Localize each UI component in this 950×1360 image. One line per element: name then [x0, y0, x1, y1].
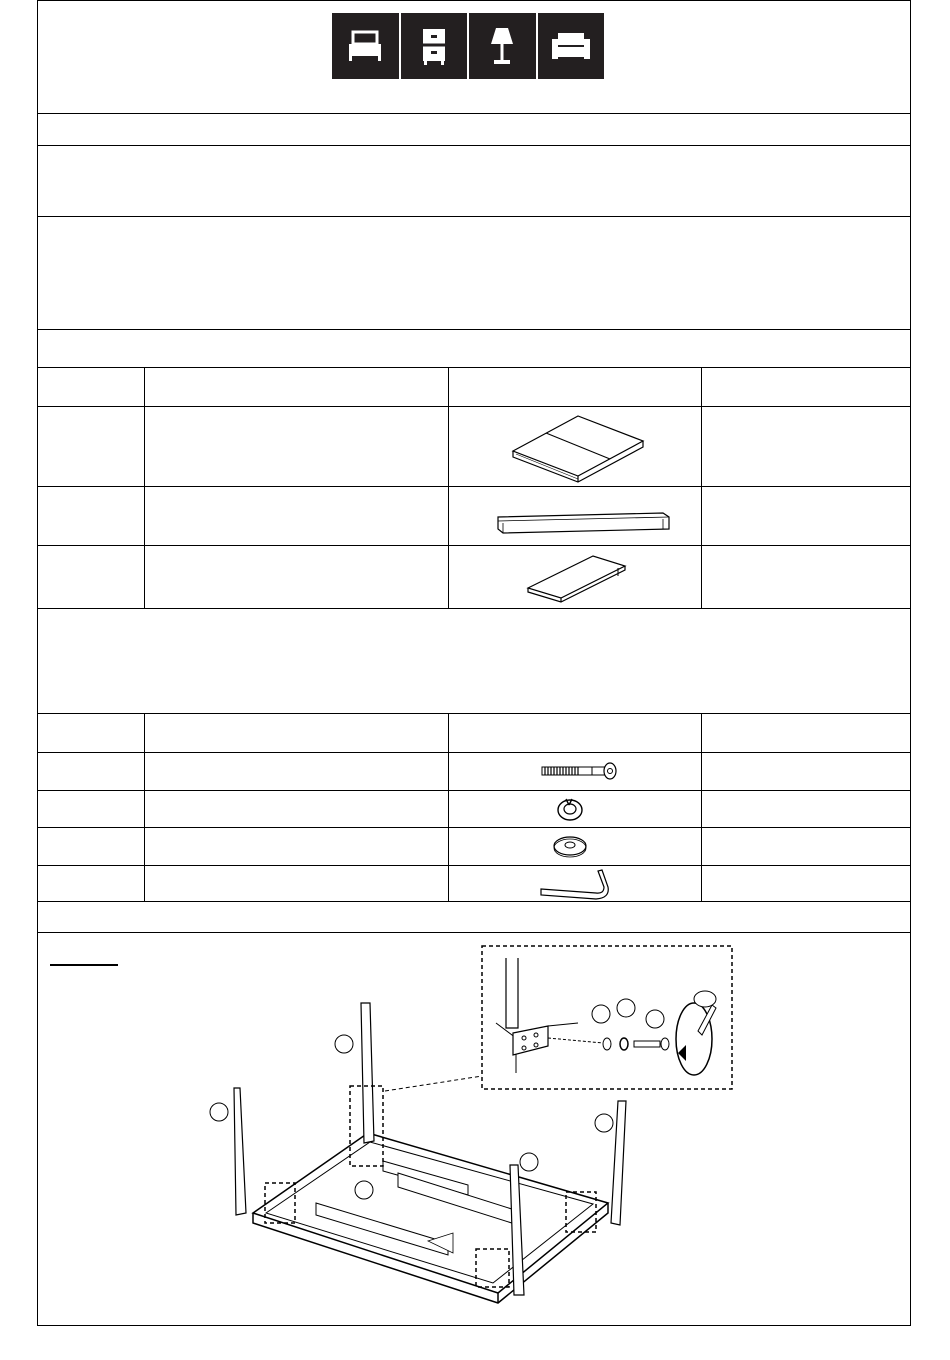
- divider: [38, 486, 910, 487]
- divider: [38, 752, 910, 753]
- lock-washer-drawing: [553, 794, 587, 824]
- column-divider: [448, 367, 449, 608]
- divider: [38, 113, 910, 114]
- shelf-panel-drawing: [523, 552, 633, 606]
- category-icon-strip: [332, 13, 604, 79]
- divider: [38, 406, 910, 407]
- sofa-icon: [538, 13, 605, 79]
- lamp-icon: [469, 13, 538, 79]
- divider: [38, 790, 910, 791]
- divider: [38, 367, 910, 368]
- divider: [38, 216, 910, 217]
- bed-icon: [332, 13, 401, 79]
- column-divider: [448, 713, 449, 901]
- column-divider: [144, 713, 145, 901]
- table-top-panel-drawing: [508, 411, 648, 486]
- divider: [38, 608, 910, 609]
- instruction-sheet: [37, 0, 911, 1326]
- assembly-diagram: [38, 933, 910, 1326]
- column-divider: [701, 713, 702, 901]
- divider: [38, 901, 910, 902]
- bolt-drawing: [538, 760, 622, 782]
- divider: [38, 145, 910, 146]
- divider: [38, 713, 910, 714]
- divider: [38, 545, 910, 546]
- divider: [38, 827, 910, 828]
- divider: [38, 329, 910, 330]
- flat-washer-drawing: [550, 833, 590, 859]
- column-divider: [144, 367, 145, 608]
- column-divider: [701, 367, 702, 608]
- nightstand-icon: [401, 13, 470, 79]
- allen-key-drawing: [538, 867, 618, 901]
- rail-drawing: [493, 509, 673, 537]
- divider: [38, 865, 910, 866]
